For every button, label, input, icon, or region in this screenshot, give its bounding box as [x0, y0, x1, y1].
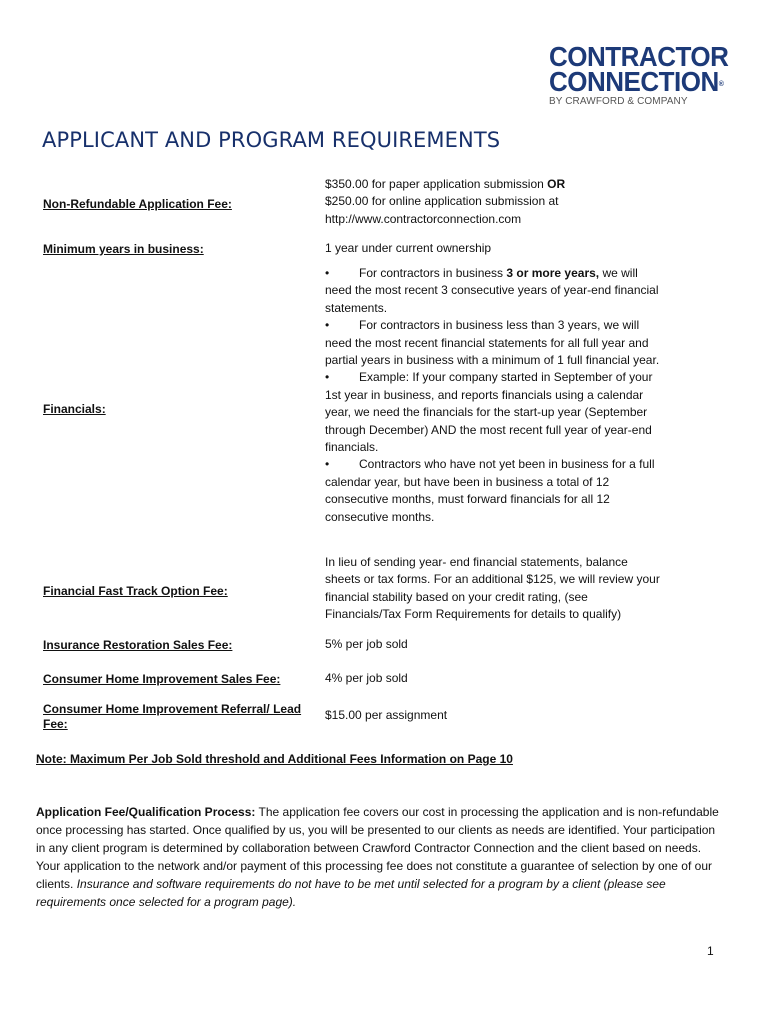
qualification-process-italic: Insurance and software requirements do not have to be met until selected for a program by a client (please see requirements once selected for a program page).: [36, 877, 666, 909]
minimum-years-label: Minimum years in business:: [43, 242, 204, 256]
logo-line-2-text: CONNECTION: [549, 65, 719, 98]
application-fee-or: OR: [547, 177, 566, 191]
financials-item-3: [325, 369, 665, 456]
financials-item-1-bold: 3 or more years,: [506, 266, 600, 280]
financials-label: Financials:: [43, 402, 106, 416]
bullet-icon: •: [325, 266, 330, 280]
application-fee-url: http://www.contractorconnection.com: [325, 211, 522, 226]
bullet-icon: •: [325, 318, 330, 333]
financials-item-1-pre: For contractors in business: [359, 266, 507, 280]
bullet-icon: •: [325, 370, 330, 385]
financials-item-2: [325, 317, 665, 369]
insurance-restoration-label: Insurance Restoration Sales Fee:: [43, 638, 233, 652]
qualification-process-body: The application fee covers our cost in processing the application and is non-refundable once processing has started. Once qualified by us, you will be presented to our clients as needs are identified. Your participation in any client program is determined by collaboration between Crawford Contractor Connection and the client based on needs. Your application to the network and/or payment of this processing fee does not constitute a guarantee of selection by one of our clients.: [36, 805, 719, 891]
company-logo: [549, 40, 739, 107]
bullet-icon: •: [325, 457, 330, 472]
financials-item-2-text: For contractors in business less than 3 years, we will need the most recent financial statements for all full year and partial years in business with a minimum of 1 full financial year.: [325, 318, 660, 368]
financials-value: [325, 265, 665, 526]
application-fee-label: Non-Refundable Application Fee:: [43, 197, 232, 211]
consumer-referral-label: Consumer Home Improvement Referral/ Lead Fee:: [43, 702, 302, 731]
fast-track-label: Financial Fast Track Option Fee:: [43, 584, 228, 598]
fees-note: Note: Maximum Per Job Sold threshold and Additional Fees Information on Page 10: [36, 752, 513, 766]
application-fee-paper: $350.00 for paper application submission: [325, 177, 548, 191]
financials-item-3-text: Example: If your company started in September of your 1st year in business, and reports financials using a calendar year, we need the financials for the start-up year (September through December) AND the most recent full year of year-end financials.: [325, 370, 653, 455]
consumer-sales-label: Consumer Home Improvement Sales Fee:: [43, 672, 281, 686]
consumer-referral-value: $15.00 per assignment: [325, 708, 448, 722]
application-fee-value: [325, 176, 665, 228]
insurance-restoration-value: 5% per job sold: [325, 637, 408, 651]
application-fee-line-1: [325, 176, 665, 193]
logo-trademark: ®: [718, 80, 724, 88]
page-number: 1: [707, 944, 714, 958]
qualification-process-paragraph: [36, 803, 726, 911]
minimum-years-value: 1 year under current ownership: [325, 241, 492, 255]
application-fee-line-2: $250.00 for online application submission at: [325, 194, 559, 209]
fast-track-value: In lieu of sending year- end financial statements, balance sheets or tax forms. For an additional $125, we will review your financial stability based on your credit rating, (see Financials/Tax Form Requirements for details to qualify): [325, 555, 660, 622]
logo-line-1: CONTRACTOR: [549, 40, 729, 73]
consumer-sales-value: 4% per job sold: [325, 671, 408, 685]
qualification-process-heading: Application Fee/Qualification Process:: [36, 805, 256, 819]
financials-item-4: [325, 456, 665, 526]
logo-line-2: [549, 65, 739, 98]
financials-item-1: [325, 265, 665, 317]
financials-item-4-text: Contractors who have not yet been in business for a full calendar year, but have been in business a total of 12 consecutive months, must forward financials for all 12 consecutive months.: [325, 457, 655, 524]
logo-tagline: BY CRAWFORD & COMPANY: [549, 96, 688, 107]
page-title: APPLICANT AND PROGRAM REQUIREMENTS: [42, 128, 501, 152]
financials-item-1-post: we will need the most recent 3 consecutive years of year-end financial statements.: [325, 266, 659, 315]
